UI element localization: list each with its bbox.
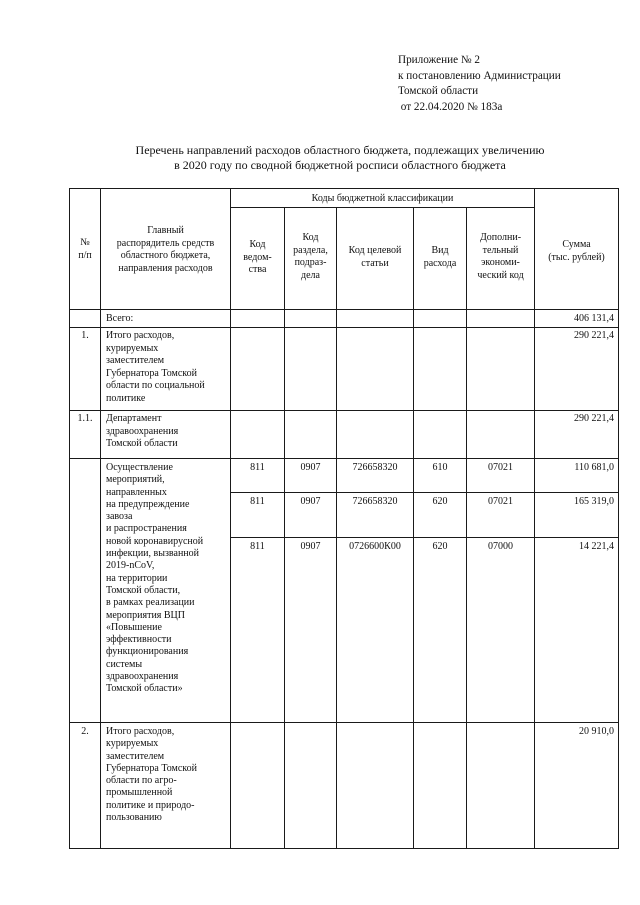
cell-econ-code: 07000 — [488, 541, 513, 552]
row-1-num: 1. — [81, 330, 89, 341]
header-text: расхода — [423, 257, 457, 269]
label-line: пользованию — [106, 812, 162, 824]
label-line: 2019-nCoV, — [106, 560, 155, 572]
header-text: ства — [248, 264, 267, 275]
cell-dept-code: 811 — [250, 462, 265, 473]
header-text: экономи- — [481, 257, 520, 268]
header-text: подраз- — [294, 257, 327, 268]
cell-section-code: 0907 — [300, 496, 321, 507]
label-line: курируемых — [106, 738, 159, 750]
appendix-line: Приложение № 2 — [398, 54, 480, 66]
header-text: Главный — [147, 225, 184, 236]
cell-dept-code: 811 — [250, 541, 265, 552]
cell-expense-type: 610 — [432, 462, 448, 473]
label-line: «Повышение — [106, 621, 162, 633]
row-1-sum: 290 221,4 — [574, 330, 614, 341]
appendix-line: Томской области — [398, 85, 479, 97]
cell-target-code: 726658320 — [352, 496, 398, 507]
label-line: мероприятий, — [106, 474, 165, 486]
label-line: промышленной — [106, 787, 173, 799]
label-line: Томской области — [106, 438, 178, 449]
label-line: заместителем — [106, 355, 165, 366]
cell-section-code: 0907 — [300, 462, 321, 473]
header-text: Дополни- — [479, 232, 522, 243]
label-line: и распространения — [106, 523, 187, 535]
header-num — [70, 237, 100, 262]
header-text: ческий код — [477, 269, 524, 281]
label-line: области по социальной — [106, 380, 205, 391]
label-line: Осуществление — [106, 462, 173, 473]
header-expense-type — [414, 245, 466, 270]
label-line: здравоохранения — [106, 671, 179, 683]
label-line: завоза — [106, 511, 133, 523]
header-text: дела — [301, 269, 320, 281]
label-line: области по агро- — [106, 775, 177, 787]
row-2-num: 2. — [81, 726, 89, 737]
label-line: Томской области» — [106, 683, 183, 695]
label-line: Губернатора Томской — [106, 367, 198, 379]
row-1-1-label — [106, 413, 178, 451]
header-sum — [535, 239, 618, 264]
title-line: Перечень направлений расходов областного бюджета, подлежащих увеличению — [135, 143, 545, 157]
row-1-1-sum: 290 221,4 — [574, 413, 614, 424]
row-1-label — [106, 330, 205, 405]
cell-dept-code: 811 — [250, 496, 265, 507]
row-total-label: Всего: — [106, 313, 134, 324]
label-line: на предупреждение — [106, 498, 190, 510]
label-line: Губернатора Томской — [106, 762, 198, 774]
title-line: в 2020 году по сводной бюджетной росписи областного бюджета — [174, 158, 506, 172]
header-text: распорядитель средств — [116, 237, 215, 249]
cell-expense-type: 620 — [432, 496, 448, 507]
header-dept-code — [231, 239, 284, 277]
label-line: направленных — [106, 486, 167, 498]
header-main — [101, 225, 230, 275]
label-line: функционирования — [106, 646, 189, 658]
label-line: на территории — [106, 572, 168, 584]
cell-sum: 110 681,0 — [574, 462, 614, 473]
header-text: (тыс. рублей) — [548, 251, 605, 263]
cell-econ-code: 07021 — [488, 496, 513, 507]
header-codes-group: Коды бюджетной классификации — [311, 193, 454, 204]
cell-section-code: 0907 — [300, 541, 321, 552]
label-line: инфекции, вызванной — [106, 548, 200, 560]
label-line: Томской области, — [106, 584, 181, 596]
label-line: в рамках реализации — [106, 597, 195, 609]
header-text: областного бюджета, — [120, 250, 211, 261]
header-text: статьи — [361, 257, 389, 269]
header-text: № — [80, 237, 90, 248]
cell-target-code: 0726600К00 — [349, 541, 401, 552]
row-measure-label — [106, 462, 203, 696]
label-line: мероприятия ВЦП — [106, 609, 186, 621]
label-line: заместителем — [106, 750, 165, 762]
label-line: курируемых — [106, 342, 159, 354]
label-line: здравоохранения — [106, 425, 179, 437]
cell-sum: 165 319,0 — [574, 496, 614, 507]
cell-expense-type: 620 — [432, 541, 448, 552]
header-text: Вид — [431, 245, 449, 256]
appendix-line: к постановлению Администрации — [398, 69, 561, 82]
label-line: политике — [106, 392, 146, 404]
label-line: политике и природо- — [106, 799, 195, 811]
header-section-code — [285, 232, 336, 282]
header-text: направления расходов — [118, 262, 213, 274]
row-1-1-num: 1.1. — [77, 413, 93, 424]
label-line: эффективности — [106, 634, 172, 646]
header-text: ведом- — [243, 251, 272, 263]
header-text: тельный — [482, 244, 519, 256]
header-text: раздела, — [293, 244, 328, 256]
label-line: Итого расходов, — [106, 726, 175, 737]
cell-target-code: 726658320 — [352, 462, 398, 473]
header-text: п/п — [78, 249, 92, 261]
cell-sum: 14 221,4 — [579, 541, 614, 552]
appendix-line: от 22.04.2020 № 183а — [398, 100, 503, 113]
header-text: Код целевой — [348, 245, 402, 256]
header-text: Код — [302, 232, 319, 243]
row-total-sum: 406 131,4 — [574, 313, 614, 324]
header-target-code — [337, 245, 413, 270]
header-text: Сумма — [562, 239, 591, 250]
row-2-label — [106, 726, 197, 824]
label-line: новой коронавирусной — [106, 535, 204, 547]
row-2-sum: 20 910,0 — [579, 726, 614, 737]
header-econ-code — [467, 232, 534, 282]
header-text: Код — [249, 239, 266, 250]
label-line: Департамент — [106, 413, 162, 424]
label-line: Итого расходов, — [106, 330, 175, 341]
label-line: системы — [106, 658, 143, 670]
cell-econ-code: 07021 — [488, 462, 513, 473]
